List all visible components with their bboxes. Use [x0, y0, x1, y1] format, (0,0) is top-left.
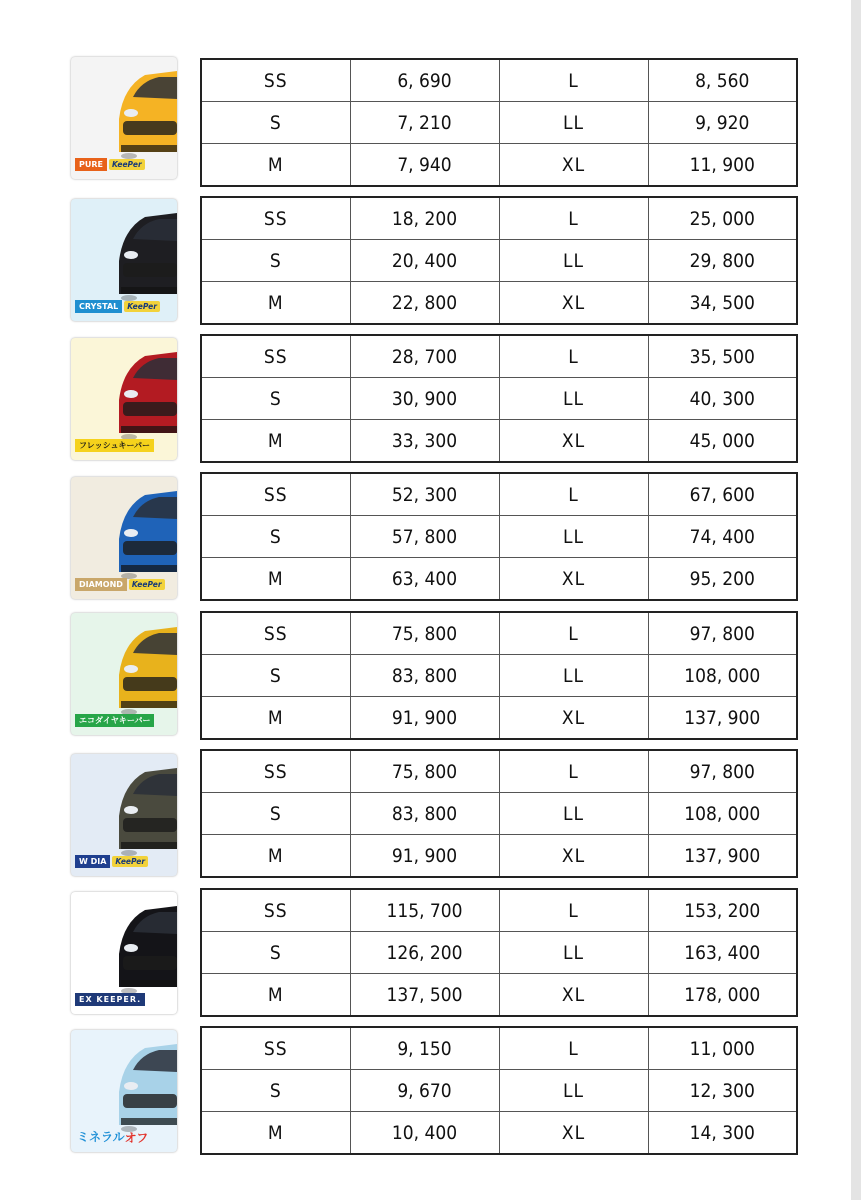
size-cell: SS [201, 197, 350, 240]
price-table-fresh [200, 334, 798, 463]
size-cell: LL [499, 378, 648, 420]
car-shape [121, 426, 177, 433]
car-shape [124, 665, 138, 673]
price-cell: 75, 800 [350, 612, 499, 655]
car-shape [121, 287, 177, 294]
price-cell: 18, 200 [350, 197, 499, 240]
price-cell: 9, 150 [350, 1027, 499, 1070]
price-cell: 9, 670 [350, 1070, 499, 1112]
table-row [201, 420, 797, 463]
price-cell: 6, 690 [350, 59, 499, 102]
price-cell: 137, 900 [648, 835, 797, 878]
page-edge [851, 0, 861, 1200]
price-table-diamond [200, 472, 798, 601]
price-cell: 63, 400 [350, 558, 499, 601]
size-cell: SS [201, 335, 350, 378]
badge-label: EX KEEPER. [75, 993, 145, 1006]
price-cell: 137, 900 [648, 697, 797, 740]
price-cell: 153, 200 [648, 889, 797, 932]
table-row [201, 378, 797, 420]
size-cell: SS [201, 473, 350, 516]
price-cell: 12, 300 [648, 1070, 797, 1112]
car-shape [121, 145, 177, 152]
price-cell: 7, 940 [350, 144, 499, 187]
price-cell: 30, 900 [350, 378, 499, 420]
price-cell: 108, 000 [648, 793, 797, 835]
price-cell: 74, 400 [648, 516, 797, 558]
size-cell: XL [499, 558, 648, 601]
table-row [201, 282, 797, 325]
plan-thumbnail-ex [71, 892, 177, 1014]
size-cell: LL [499, 793, 648, 835]
price-cell: 11, 000 [648, 1027, 797, 1070]
size-cell: XL [499, 420, 648, 463]
plan-badge [75, 439, 154, 452]
price-cell: 29, 800 [648, 240, 797, 282]
car-shape [121, 701, 177, 708]
price-cell: 34, 500 [648, 282, 797, 325]
car-shape [121, 565, 177, 572]
price-cell: 11, 900 [648, 144, 797, 187]
size-cell: L [499, 197, 648, 240]
plan-thumbnail-crystal [71, 199, 177, 321]
badge-label: CRYSTAL [75, 300, 122, 313]
table-row [201, 655, 797, 697]
car-shape [121, 1118, 177, 1125]
price-table-wdia [200, 749, 798, 878]
size-cell: XL [499, 1112, 648, 1155]
size-cell: SS [201, 750, 350, 793]
size-cell: LL [499, 655, 648, 697]
size-cell: LL [499, 240, 648, 282]
size-cell: S [201, 655, 350, 697]
price-cell: 22, 800 [350, 282, 499, 325]
table-row [201, 889, 797, 932]
table-row [201, 1027, 797, 1070]
price-cell: 8, 560 [648, 59, 797, 102]
size-cell: L [499, 59, 648, 102]
table-row [201, 793, 797, 835]
price-cell: 163, 400 [648, 932, 797, 974]
price-cell: 52, 300 [350, 473, 499, 516]
price-cell: 83, 800 [350, 655, 499, 697]
car-shape [123, 956, 177, 970]
size-cell: M [201, 697, 350, 740]
table-row [201, 697, 797, 740]
size-cell: L [499, 335, 648, 378]
size-cell: S [201, 516, 350, 558]
plan-thumbnail-eco [71, 613, 177, 735]
size-cell: S [201, 378, 350, 420]
price-cell: 57, 800 [350, 516, 499, 558]
badge-label: ミネラル [77, 1130, 125, 1144]
size-cell: SS [201, 1027, 350, 1070]
price-table-ex [200, 888, 798, 1017]
badge-label: DIAMOND [75, 578, 127, 591]
price-cell: 137, 500 [350, 974, 499, 1017]
price-cell: 97, 800 [648, 750, 797, 793]
size-cell: M [201, 144, 350, 187]
price-cell: 83, 800 [350, 793, 499, 835]
price-cell: 67, 600 [648, 473, 797, 516]
size-cell: M [201, 1112, 350, 1155]
price-cell: 7, 210 [350, 102, 499, 144]
keeper-logo: KeePer [124, 301, 160, 312]
price-cell: 91, 900 [350, 697, 499, 740]
car-shape [124, 390, 138, 398]
price-cell: 126, 200 [350, 932, 499, 974]
table-row [201, 1112, 797, 1155]
plan-badge [75, 855, 148, 868]
size-cell: M [201, 282, 350, 325]
car-shape [124, 109, 138, 117]
size-cell: M [201, 835, 350, 878]
plan-badge [75, 993, 145, 1006]
size-cell: SS [201, 612, 350, 655]
plan-badge [75, 1131, 148, 1144]
price-cell: 95, 200 [648, 558, 797, 601]
car-shape [123, 1094, 177, 1108]
size-cell: M [201, 974, 350, 1017]
plan-thumbnail-pure [71, 57, 177, 179]
car-shape [123, 402, 177, 416]
table-row [201, 473, 797, 516]
price-cell: 35, 500 [648, 335, 797, 378]
price-table-eco [200, 611, 798, 740]
price-cell: 178, 000 [648, 974, 797, 1017]
price-cell: 97, 800 [648, 612, 797, 655]
keeper-logo: KeePer [112, 856, 148, 867]
size-cell: L [499, 473, 648, 516]
size-cell: SS [201, 59, 350, 102]
price-table-crystal [200, 196, 798, 325]
size-cell: S [201, 1070, 350, 1112]
price-table-pure [200, 58, 798, 187]
car-shape [124, 944, 138, 952]
car-shape [124, 806, 138, 814]
size-cell: LL [499, 102, 648, 144]
size-cell: M [201, 420, 350, 463]
size-cell: L [499, 1027, 648, 1070]
car-shape [123, 121, 177, 135]
plan-badge [75, 714, 154, 727]
size-cell: LL [499, 516, 648, 558]
price-cell: 40, 300 [648, 378, 797, 420]
size-cell: XL [499, 697, 648, 740]
price-cell: 20, 400 [350, 240, 499, 282]
badge-label-suffix: オフ [124, 1131, 149, 1145]
plan-badge [75, 158, 145, 171]
table-row [201, 197, 797, 240]
table-row [201, 835, 797, 878]
price-cell: 25, 000 [648, 197, 797, 240]
badge-label: W DIA [75, 855, 110, 868]
size-cell: L [499, 889, 648, 932]
plan-badge [75, 300, 160, 313]
price-cell: 9, 920 [648, 102, 797, 144]
price-cell: 75, 800 [350, 750, 499, 793]
price-cell: 33, 300 [350, 420, 499, 463]
car-shape [124, 1082, 138, 1090]
car-shape [123, 818, 177, 832]
size-cell: S [201, 240, 350, 282]
table-row [201, 144, 797, 187]
badge-label: PURE [75, 158, 107, 171]
plan-thumbnail-mineral [71, 1030, 177, 1152]
price-cell: 10, 400 [350, 1112, 499, 1155]
size-cell: S [201, 102, 350, 144]
price-cell: 108, 000 [648, 655, 797, 697]
size-cell: XL [499, 974, 648, 1017]
size-cell: SS [201, 889, 350, 932]
car-shape [123, 541, 177, 555]
plan-thumbnail-diamond [71, 477, 177, 599]
size-cell: LL [499, 1070, 648, 1112]
table-row [201, 558, 797, 601]
price-cell: 91, 900 [350, 835, 499, 878]
price-table-mineral [200, 1026, 798, 1155]
car-shape [121, 980, 177, 987]
badge-label: フレッシュキーパー [75, 439, 154, 452]
size-cell: XL [499, 144, 648, 187]
car-shape [124, 529, 138, 537]
table-row [201, 102, 797, 144]
table-row [201, 1070, 797, 1112]
table-row [201, 335, 797, 378]
size-cell: XL [499, 835, 648, 878]
price-cell: 115, 700 [350, 889, 499, 932]
size-cell: M [201, 558, 350, 601]
table-row [201, 240, 797, 282]
keeper-logo: KeePer [129, 579, 165, 590]
plan-thumbnail-fresh [71, 338, 177, 460]
price-cell: 28, 700 [350, 335, 499, 378]
table-row [201, 750, 797, 793]
size-cell: LL [499, 932, 648, 974]
table-row [201, 974, 797, 1017]
plan-thumbnail-wdia [71, 754, 177, 876]
size-cell: L [499, 750, 648, 793]
size-cell: S [201, 932, 350, 974]
table-row [201, 612, 797, 655]
size-cell: S [201, 793, 350, 835]
table-row [201, 932, 797, 974]
table-row [201, 59, 797, 102]
size-cell: L [499, 612, 648, 655]
size-cell: XL [499, 282, 648, 325]
price-cell: 45, 000 [648, 420, 797, 463]
car-shape [123, 677, 177, 691]
keeper-logo: KeePer [109, 159, 145, 170]
plan-badge [75, 578, 165, 591]
car-shape [123, 263, 177, 277]
badge-label: エコダイヤキーパー [75, 714, 154, 727]
price-cell: 14, 300 [648, 1112, 797, 1155]
car-shape [124, 251, 138, 259]
table-row [201, 516, 797, 558]
car-shape [121, 842, 177, 849]
